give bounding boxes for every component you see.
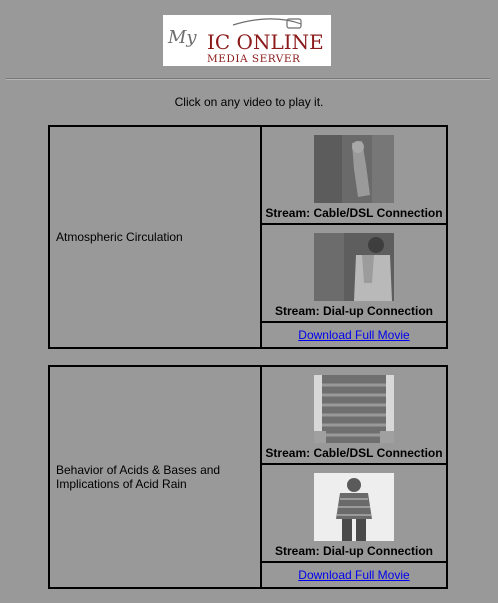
video-topic: Atmospheric Circulation [49, 126, 261, 348]
video-table-acids-bases [48, 365, 448, 589]
video-thumbnail-cable[interactable] [314, 135, 394, 203]
logo-script-text: My [168, 27, 197, 48]
stream-cell-dialup [261, 464, 447, 562]
video-thumbnail-dialup[interactable] [314, 473, 394, 541]
video-thumbnail-dialup[interactable] [314, 233, 394, 301]
stream-label-dialup[interactable]: Stream: Dial-up Connection [274, 304, 433, 318]
download-cell [261, 562, 447, 588]
download-full-movie-link[interactable]: Download Full Movie [298, 328, 410, 342]
download-cell [261, 322, 447, 348]
instruction-text: Click on any video to play it. [174, 95, 324, 109]
stream-label-dialup[interactable]: Stream: Dial-up Connection [274, 544, 433, 558]
logo-swoosh-icon [233, 19, 301, 25]
stream-label-cable[interactable]: Stream: Cable/DSL Connection [265, 446, 443, 460]
video-thumbnail-cable[interactable] [314, 375, 394, 443]
site-logo [163, 15, 331, 66]
stream-cell-cable [261, 366, 447, 464]
download-full-movie-link[interactable]: Download Full Movie [298, 568, 410, 582]
logo-subtitle-text: MEDIA SERVER [207, 53, 301, 65]
video-topic: Behavior of Acids & Bases and Implications of Acid Rain [49, 366, 261, 588]
video-table-atmospheric-circulation [48, 125, 448, 349]
logo-title-text: IC ONLINE [207, 30, 324, 54]
horizontal-divider [6, 78, 490, 80]
stream-cell-dialup [261, 224, 447, 322]
stream-label-cable[interactable]: Stream: Cable/DSL Connection [265, 206, 443, 220]
stream-cell-cable [261, 126, 447, 224]
